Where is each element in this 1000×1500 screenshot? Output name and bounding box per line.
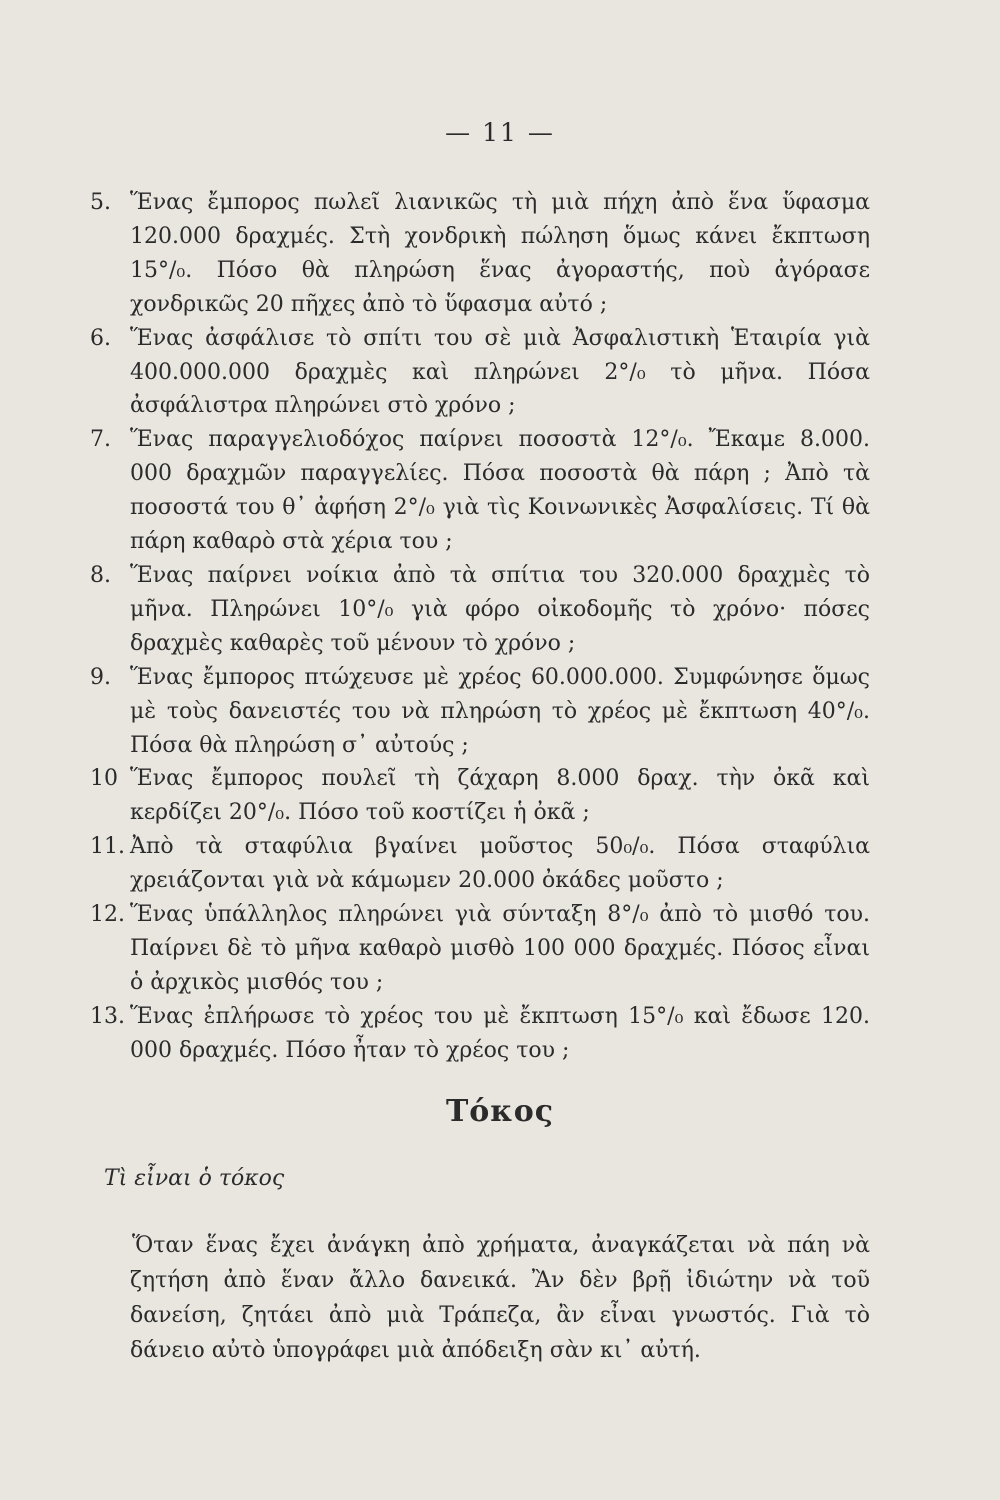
exercise-item [90,762,870,830]
exercise-text: Ἕνας ἔμπορος πτώχευσε μὲ χρέος 60.000.000. Συμφώνησε ὅμως μὲ τοὺς δανειστές του νὰ πληρώση τὸ χρέος μὲ ἔκπτωση 40°/₀. Πόσα θὰ πληρώση σ᾿ αὐτούς ; [130,664,870,758]
exercise-number: 8. [90,562,111,588]
exercise-number: 11. [90,834,125,860]
exercise-number: 13. [90,1003,125,1029]
exercise-item [90,661,870,763]
section-heading: Τόκος [445,1094,555,1129]
exercise-text: Ἕνας ἀσφάλισε τὸ σπίτι του σὲ μιὰ Ἀσφαλιστικὴ Ἑταιρία γιὰ 400.000.000 δραχμὲς καὶ πληρώνει 2°/₀ τὸ μῆνα. Πόσα ἀσφάλιστρα πληρώνει στὸ χρόνο ; [130,325,870,419]
exercise-number: 10 [90,766,118,792]
exercise-list [90,186,870,1068]
section-subheading: Τὶ εἶναι ὁ τόκος [104,1166,285,1191]
exercise-text: Ἕνας παίρνει νοίκια ἀπὸ τὰ σπίτια του 320.000 δραχμὲς τὸ μῆνα. Πληρώνει 10°/₀ γιὰ φόρο οἰκοδομῆς τὸ χρόνο· πόσες δραχμὲς καθαρὲς τοῦ μένουν τὸ χρόνο ; [130,562,870,656]
exercise-text: Ἕνας ἔμπορος πωλεῖ λιανικῶς τὴ μιὰ πήχη ἀπὸ ἕνα ὕφασμα 120.000 δραχμές. Στὴ χονδρικὴ πώληση ὅμως κάνει ἔκπτωση 15°/₀. Πόσο θὰ πληρώση ἕνας ἀγοραστής, ποὺ ἀγόρασε χονδρικῶς 20 πῆχες ἀπὸ τὸ ὕφασμα αὐτό ; [130,190,870,317]
exercise-item [90,423,870,559]
page-number: — 11 — [445,118,555,147]
exercise-item [90,830,870,898]
exercise-text: Ἕνας ὑπάλληλος πληρώνει γιὰ σύνταξη 8°/₀ ἀπὸ τὸ μισθό του. Παίρνει δὲ τὸ μῆνα καθαρὸ μισθὸ 100 000 δραχμές. Πόσος εἶναι ὁ ἀρχικὸς μισθός του ; [130,902,870,995]
exercise-number: 5. [90,190,111,215]
exercise-text: Ἕνας ἔμπορος πουλεῖ τὴ ζάχαρη 8.000 δραχ. τὴν ὀκᾶ καὶ κερδίζει 20°/₀. Πόσο τοῦ κοστίζει ἡ ὀκᾶ ; [130,766,870,826]
exercise-number: 7. [90,427,111,453]
exercise-item [90,322,870,424]
exercise-number: 6. [90,325,111,351]
exercise-item [90,898,870,1000]
exercise-item [90,186,870,322]
exercise-text: Ἕνας παραγγελιοδόχος παίρνει ποσοστὰ 12°/₀. Ἔκαμε 8.000. 000 δραχμῶν παραγγελίες. Πόσα ποσοστὰ θὰ πάρη ; Ἀπὸ τὰ ποσοστά του θ᾿ ἀφήση 2°/₀ γιὰ τὶς Κοινωνικὲς Ἀσφαλίσεις. Τί θὰ πάρη καθαρὸ στὰ χέρια του ; [130,427,870,555]
exercise-item [90,1000,870,1068]
section-body-paragraph: Ὅταν ἕνας ἔχει ἀνάγκη ἀπὸ χρήματα, ἀναγκάζεται νὰ πάη νὰ ζητήση ἀπὸ ἕναν ἄλλο δανεικά. Ἂν δὲν βρῇ ἰδιώτην νὰ τοῦ δανείση, ζητάει ἀπὸ μιὰ Τράπεζα, ἂν εἶναι γνωστός. Γιὰ τὸ δάνειο αὐτὸ ὑπογράφει μιὰ ἀπόδειξη σὰν κι᾿ αὐτή. [130,1233,870,1363]
exercise-item [90,559,870,661]
exercise-number: 9. [90,664,111,690]
exercise-number: 12. [90,902,125,928]
exercise-text: Ἀπὸ τὰ σταφύλια βγαίνει μοῦστος 50₀/₀. Πόσα σταφύλια χρειάζονται γιὰ νὰ κάμωμεν 20.000 ὀκάδες μοῦστο ; [130,834,870,894]
exercise-text: Ἕνας ἐπλήρωσε τὸ χρέος του μὲ ἔκπτωση 15°/₀ καὶ ἔδωσε 120. 000 δραχμές. Πόσο ἦταν τὸ χρέος του ; [130,1003,870,1063]
